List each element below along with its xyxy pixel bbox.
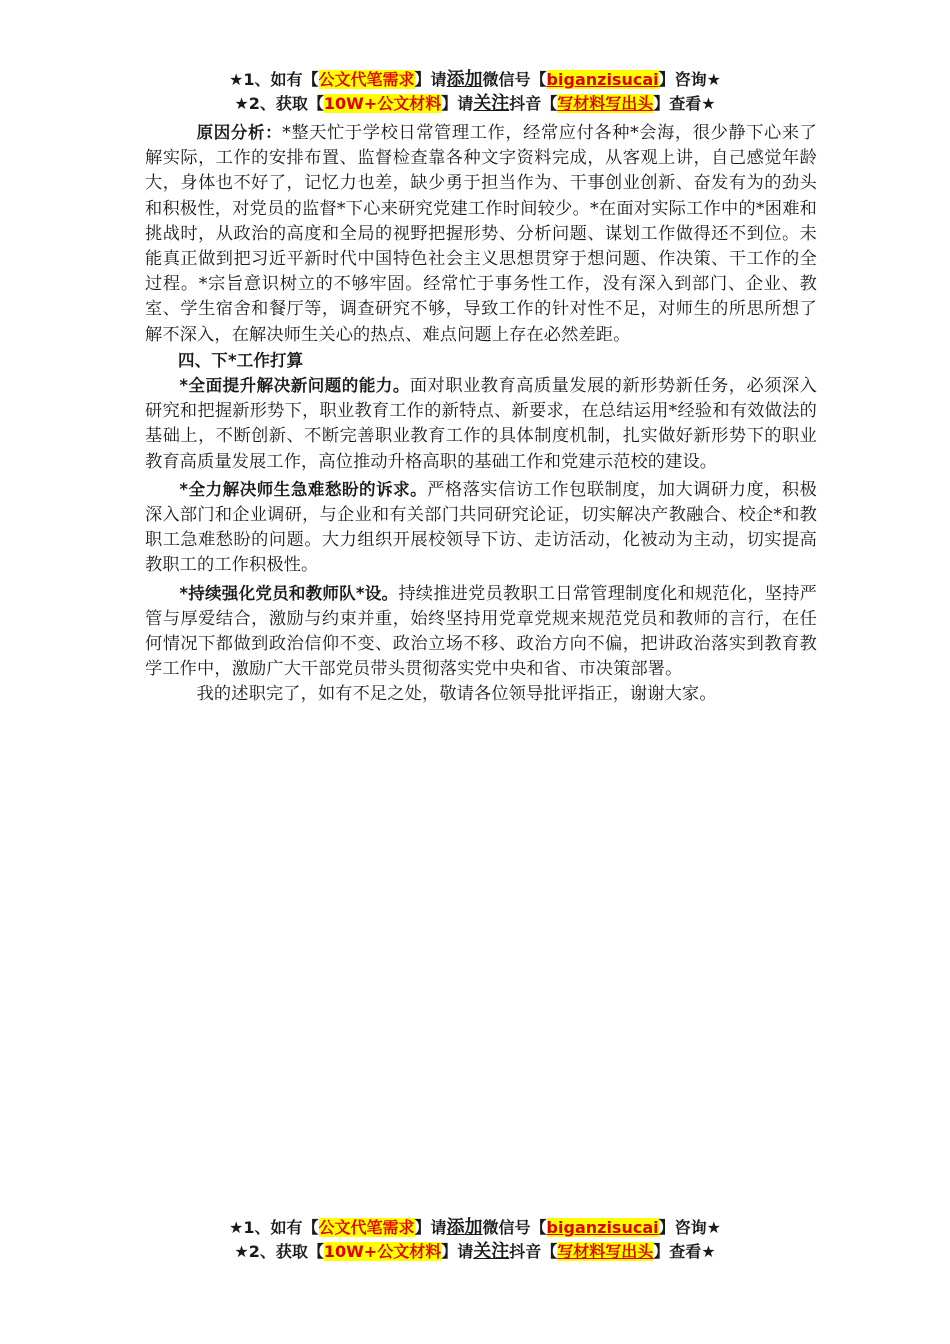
promo-line-1-mid: 】请 <box>414 70 447 89</box>
plan-item-1-text: 面对职业教育高质量发展的新形势新任务，必须深入研究和把握新形势下，职业教育工作的新特点、新要求，在总结运用*经验和有效做法的基础上，不断创新、不断完善职业教育工作的具体制度机制，扎实做好新形势下的职业教育高质量发展工作，高位推动升格高职的基础工作和党建示范校的建设。 <box>145 376 818 472</box>
promo-highlight-materials: 10W+公文材料 <box>323 94 442 113</box>
promo-line-2-suffix: 】查看★ <box>653 94 716 113</box>
promo-emphasis-follow: 关注 <box>473 1241 510 1262</box>
promo-emphasis-add: 添加 <box>446 69 483 90</box>
promo-wechat-id[interactable]: biganzisucai <box>546 70 659 89</box>
promo-douyin-account[interactable]: 写材料写出头 <box>557 94 654 113</box>
promo-highlight-service: 公文代笔需求 <box>318 1218 415 1237</box>
plan-item-3-lead: *持续强化党员和教师队*设。 <box>179 583 399 603</box>
promo-douyin-account[interactable]: 写材料写出头 <box>557 1242 654 1261</box>
closing-paragraph: 我的述职完了，如有不足之处，敬请各位领导批评指正，谢谢大家。 <box>196 684 717 705</box>
promo-line-2-mid: 】请 <box>441 1242 474 1261</box>
plan-item-2-lead: *全力解决师生急难愁盼的诉求。 <box>179 479 428 499</box>
promo-line-2-prefix: ★2、获取【 <box>234 94 324 113</box>
promo-emphasis-follow: 关注 <box>473 93 510 114</box>
promo-line-2-mid2: 抖音【 <box>509 1242 558 1261</box>
top-promo-banner <box>0 68 950 116</box>
promo-line-2-mid: 】请 <box>441 94 474 113</box>
plan-item-3 <box>145 581 817 683</box>
promo-highlight-service: 公文代笔需求 <box>318 70 415 89</box>
promo-line-1 <box>0 68 950 92</box>
promo-line-1-suffix: 】咨询★ <box>658 70 721 89</box>
promo-highlight-materials: 10W+公文材料 <box>323 1242 442 1261</box>
cause-analysis-text: *整天忙于学校日常管理工作，经常应付各种*会海，很少静下心来了解实际，工作的安排布置、监督检查靠各种文字资料完成，从客观上讲，自己感觉年龄大，身体也不好了，记忆力也差，缺少勇于担当作为、干事创业创新、奋发有为的劲头和积极性，对党员的监督*下心来研究党建工作时间较少。*在面对实际工作中的*困难和挑战时，从政治的高度和全局的视野把握形势、分析问题、谋划工作做得还不到位。未能真正做到把习近平新时代中国特色社会主义思想贯穿于想问题、作决策、干工作的全过程。*宗旨意识树立的不够牢固。经常忙于事务性工作，没有深入到部门、企业、教室、学生宿舍和餐厅等，调查研究不够，导致工作的针对性不足，对师生的所思所想了解不深入，在解决师生关心的热点、难点问题上存在必然差距。 <box>145 123 818 345</box>
plan-item-2 <box>145 477 817 579</box>
promo-line-1 <box>0 1216 950 1240</box>
promo-line-1-mid: 】请 <box>414 1218 447 1237</box>
promo-line-1-prefix: ★1、如有【 <box>229 1218 319 1237</box>
section-heading: 四、下*工作打算 <box>178 350 304 370</box>
cause-analysis-paragraph <box>145 120 817 348</box>
promo-line-2 <box>0 1240 950 1264</box>
promo-line-1-suffix: 】咨询★ <box>658 1218 721 1237</box>
promo-line-2-prefix: ★2、获取【 <box>234 1242 324 1261</box>
promo-emphasis-add: 添加 <box>446 1217 483 1238</box>
promo-line-2-mid2: 抖音【 <box>509 94 558 113</box>
promo-line-1-prefix: ★1、如有【 <box>229 70 319 89</box>
plan-item-2-text: 严格落实信访工作包联制度，加大调研力度，积极深入部门和企业调研，与企业和有关部门共同研究论证，切实解决产教融合、校企*和教职工急难愁盼的问题。大力组织开展校领导下访、走访活动，化被动为主动，切实提高教职工的工作积极性。 <box>145 479 817 576</box>
promo-wechat-id[interactable]: biganzisucai <box>546 1218 659 1237</box>
promo-line-2-suffix: 】查看★ <box>653 1242 716 1261</box>
promo-line-1-mid2: 微信号【 <box>482 1218 547 1237</box>
bottom-promo-banner <box>0 1216 950 1264</box>
document-body <box>145 120 817 708</box>
cause-analysis-label: 原因分析： <box>196 123 283 142</box>
promo-line-1-mid2: 微信号【 <box>482 70 547 89</box>
plan-item-1-lead: *全面提升解决新问题的能力。 <box>179 376 410 396</box>
plan-item-1 <box>145 373 817 475</box>
plan-item-3-text: 持续推进党员教职工日常管理制度化和规范化，坚持严管与厚爱结合，激励与约束并重，始终坚持用党章党规来规范党员和教师的言行，在任何情况下都做到政治信仰不变、政治立场不移、政治方向不偏，把讲政治落实到教育教学工作中，激励广大干部党员带头贯彻落实党中央和省、市决策部署。 <box>145 583 818 680</box>
promo-line-2 <box>0 92 950 116</box>
